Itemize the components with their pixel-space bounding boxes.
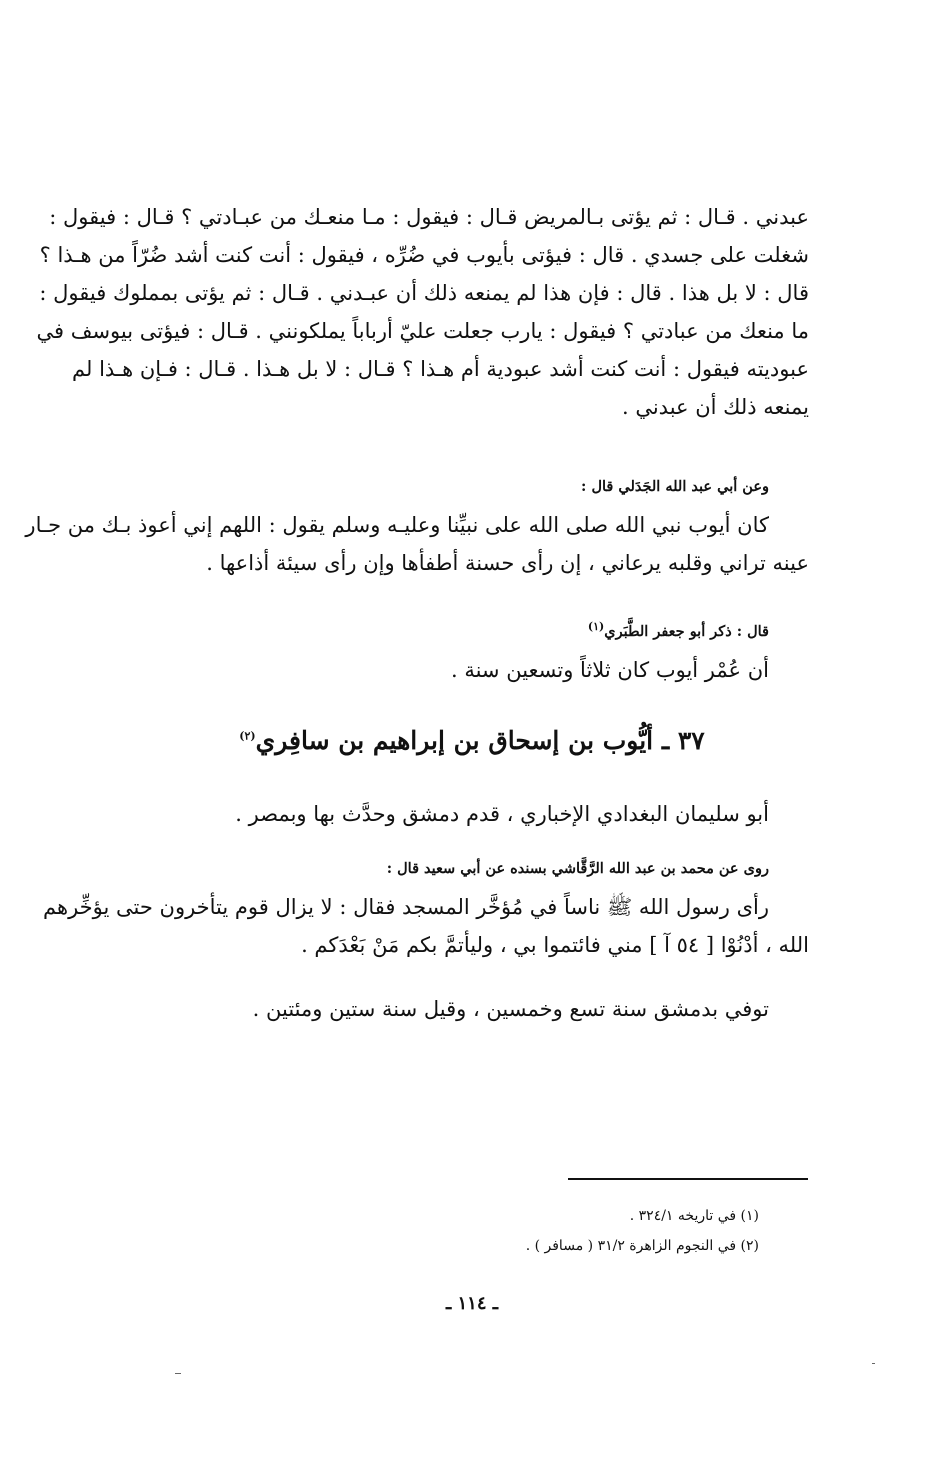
narration-intro: وعن أبي عبد الله الجَدَلي قال : [581,478,769,495]
paragraph-5 [43,888,809,964]
footnote-ref: (٢) [239,729,256,743]
footnote: (١) في تاريخه ٣٢٤/١ . [629,1208,759,1224]
text-line: عبوديته فيقول : أنت كنت أشد عبودية أم هـذا ؟ قـال : لا بل هـذا . قـال : فـإن هـذا لم [72,357,809,381]
text-line: أبو سليمان البغدادي الإخباري ، قدم دمشق وحدَّث بها وبمصر . [235,802,769,826]
page-number: ـ ١١٤ ـ [445,1293,499,1314]
scan-speck [175,1373,181,1374]
text-line: ما منعك من عبادتي ؟ فيقول : يارب جعلت عليّ أرباباً يملكونني . قـال : فيؤتى بيوسف في [36,319,809,343]
text-line: الله ، أدْنُوْا [ ٥٤ آ ] مني فائتموا بي ، وليأتمَّ بكم مَنْ بَعْدَكم . [301,933,809,957]
entry-heading [0,726,944,755]
text-line: أن عُمْر أيوب كان ثلاثاً وتسعين سنة . [450,658,769,682]
narration-intro [588,614,769,645]
footnote-ref: (١) [587,620,605,633]
footnote: (٢) في النجوم الزاهرة ٣١/٢ ( مسافر ) . [525,1238,759,1254]
text-line: رأى رسول الله ﷺ ناساً في مُؤخَّر المسجد فقال : لا يزال قوم يتأخرون حتى يؤخِّرهم [43,895,769,919]
text-line: يمنعه ذلك أن عبدني . [621,395,809,419]
text-line: شغلت على جسدي . قال : فيؤتى بأيوب في ضُرِّه ، فيقول : أنت كنت أشد ضُرّاً من هـذا ؟ [39,243,809,267]
scan-speck [872,1363,875,1364]
text-line: عينه تراني وقلبه يرعاني ، إن رأى حسنة أطفأها وإن رأى سيئة أذاعها . [206,551,809,575]
text-line: قال : لا بل هذا . قال : فإن هذا لم يمنعه ذلك أن عبـدني . قـال : ثم يؤتى بمملوك فيقول : [39,281,809,305]
text-line: توفي بدمشق سنة تسع وخمسين ، وقيل سنة ستين ومئتين . [252,997,769,1021]
footnote-divider [568,1178,808,1180]
narration-intro: روى عن محمد بن عبد الله الرَّقَّاشي بسنده عن أبي سعيد قال : [386,860,769,877]
intro-text: قال : ذكر أبو جعفر الطَّبَري [604,622,769,640]
paragraph-2 [25,506,809,582]
text-line: كان أيوب نبي الله صلى الله على نبيِّنا وعليـه وسلم يقول : اللهم إني أعوذ بـك من جـار [25,513,769,537]
heading-text: ٣٧ ـ أيُّوب بن إسحاق بن إبراهيم بن سافِري [255,726,705,755]
paragraph-1 [36,198,809,426]
text-line: عبدني . قـال : ثم يؤتى بـالمريض قـال : فيقول : مـا منعـك من عبـادتي ؟ قـال : فيقول : [49,205,809,229]
